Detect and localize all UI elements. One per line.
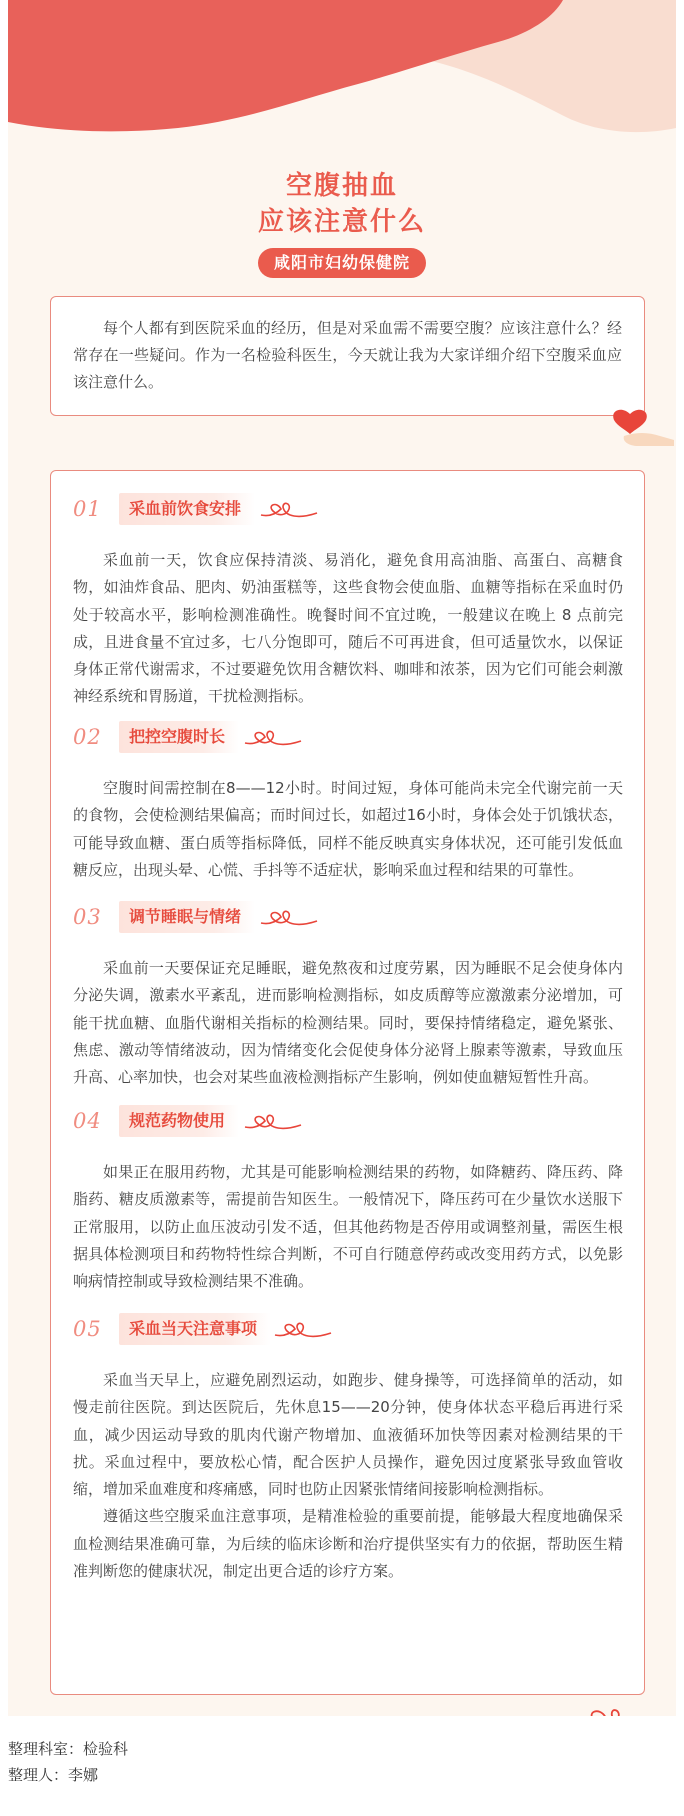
section-number: 05 bbox=[73, 1317, 102, 1341]
section-header bbox=[73, 1105, 623, 1137]
header-wave-decoration bbox=[8, 0, 676, 170]
section-header bbox=[73, 493, 623, 525]
section-number: 03 bbox=[73, 905, 102, 929]
footer-person: 整理人：李娜 bbox=[8, 1766, 99, 1784]
section-paragraph: 采血前一天要保证充足睡眠，避免熬夜和过度劳累，因为睡眠不足会使身体内分泌失调，激素水平紊乱，进而影响检测指标，如皮质醇等应激激素分泌增加，可能干扰血糖、血脂代谢相关指标的检测结果。同时，要保持情绪稳定，避免紧张、焦虑、激动等情绪波动，因为情绪变化会促使身体分泌肾上腺素等激素，导致血压升高、心率加快，也会对某些血液检测指标产生影响，例如使血糖短暂性升高。 bbox=[73, 959, 623, 1087]
footer bbox=[8, 1736, 676, 1788]
section-4 bbox=[73, 1105, 623, 1295]
heart-swirl-icon bbox=[273, 1315, 333, 1343]
section-title: 采血当天注意事项 bbox=[119, 1313, 271, 1345]
heart-hand-icon bbox=[608, 390, 676, 446]
title-line-2: 应该注意什么 bbox=[257, 207, 426, 237]
heart-swirl-icon bbox=[556, 1696, 676, 1716]
section-title: 把控空腹时长 bbox=[119, 721, 239, 753]
section-number: 01 bbox=[73, 497, 102, 521]
section-title: 规范药物使用 bbox=[119, 1105, 239, 1137]
heart-swirl-icon bbox=[259, 495, 319, 523]
section-title: 调节睡眠与情绪 bbox=[119, 901, 255, 933]
title-block bbox=[8, 168, 676, 278]
section-header bbox=[73, 1313, 623, 1345]
section-1 bbox=[73, 493, 623, 711]
section-paragraph: 遵循这些空腹采血注意事项，是精准检验的重要前提，能够最大程度地确保采血检测结果准确可靠，为后续的临床诊断和治疗提供坚实有力的依据，帮助医生精准判断您的健康状况，制定出更合适的诊疗方案。 bbox=[73, 1507, 623, 1581]
section-paragraph: 采血当天早上，应避免剧烈运动，如跑步、健身操等，可选择简单的活动，如慢走前往医院。到达医院后，先休息15——20分钟，使身体状态平稳后再进行采血，减少因运动导致的肌肉代谢产物增加、血液循环加快等因素对检测结果的干扰。采血过程中，要放松心情，配合医护人员操作，避免因过度紧张导致血管收缩，增加采血难度和疼痛感，同时也防止因紧张情绪间接影响检测指标。 bbox=[73, 1371, 623, 1499]
title-line-1: 空腹抽血 bbox=[285, 171, 398, 201]
poster bbox=[8, 0, 676, 1716]
section-number: 04 bbox=[73, 1109, 102, 1133]
heart-swirl-icon bbox=[243, 723, 303, 751]
section-2 bbox=[73, 721, 623, 884]
section-3 bbox=[73, 901, 623, 1091]
section-title: 采血前饮食安排 bbox=[119, 493, 255, 525]
section-paragraph: 空腹时间需控制在8——12小时。时间过短，身体可能尚未完全代谢完前一天的食物，会使检测结果偏高；而时间过长，如超过16小时，身体会处于饥饿状态，可能导致血糖、蛋白质等指标降低，同样不能反映真实身体状况，还可能引发低血糖反应，出现头晕、心慌、手抖等不适症状，影响采血过程和结果的可靠性。 bbox=[73, 779, 623, 879]
section-header bbox=[73, 901, 623, 933]
org-badge: 咸阳市妇幼保健院 bbox=[258, 248, 426, 278]
heart-swirl-icon bbox=[243, 1107, 303, 1135]
section-header bbox=[73, 721, 623, 753]
intro-box bbox=[50, 296, 645, 416]
section-paragraph: 采血前一天，饮食应保持清淡、易消化，避免食用高油脂、高蛋白、高糖食物，如油炸食品、肥肉、奶油蛋糕等，这些食物会使血脂、血糖等指标在采血时仍处于较高水平，影响检测准确性。晚餐时间不宜过晚，一般建议在晚上 8 点前完成，且进食量不宜过多，七八分饱即可，随后不可再进食，但可适量饮水，以保证身体正常代谢需求，不过要避免饮用含糖饮料、咖啡和浓茶，因为它们可能会刺激神经系统和胃肠道，干扰检测指标。 bbox=[73, 551, 623, 706]
section-5 bbox=[73, 1313, 623, 1585]
section-paragraph: 如果正在服用药物，尤其是可能影响检测结果的药物，如降糖药、降压药、降脂药、糖皮质激素等，需提前告知医生。一般情况下，降压药可在少量饮水送服下正常服用，以防止血压波动引发不适，但其他药物是否停用或调整剂量，需医生根据具体检测项目和药物特性综合判断，不可自行随意停药或改变用药方式，以免影响病情控制或导致检测结果不准确。 bbox=[73, 1163, 623, 1291]
section-number: 02 bbox=[73, 725, 102, 749]
intro-text: 每个人都有到医院采血的经历，但是对采血需不需要空腹？应该注意什么？经常存在一些疑问。作为一名检验科医生，今天就让我为大家详细介绍下空腹采血应该注意什么。 bbox=[73, 319, 622, 391]
footer-dept: 整理科室：检验科 bbox=[8, 1740, 129, 1758]
content-box bbox=[50, 470, 645, 1695]
heart-swirl-icon bbox=[259, 903, 319, 931]
